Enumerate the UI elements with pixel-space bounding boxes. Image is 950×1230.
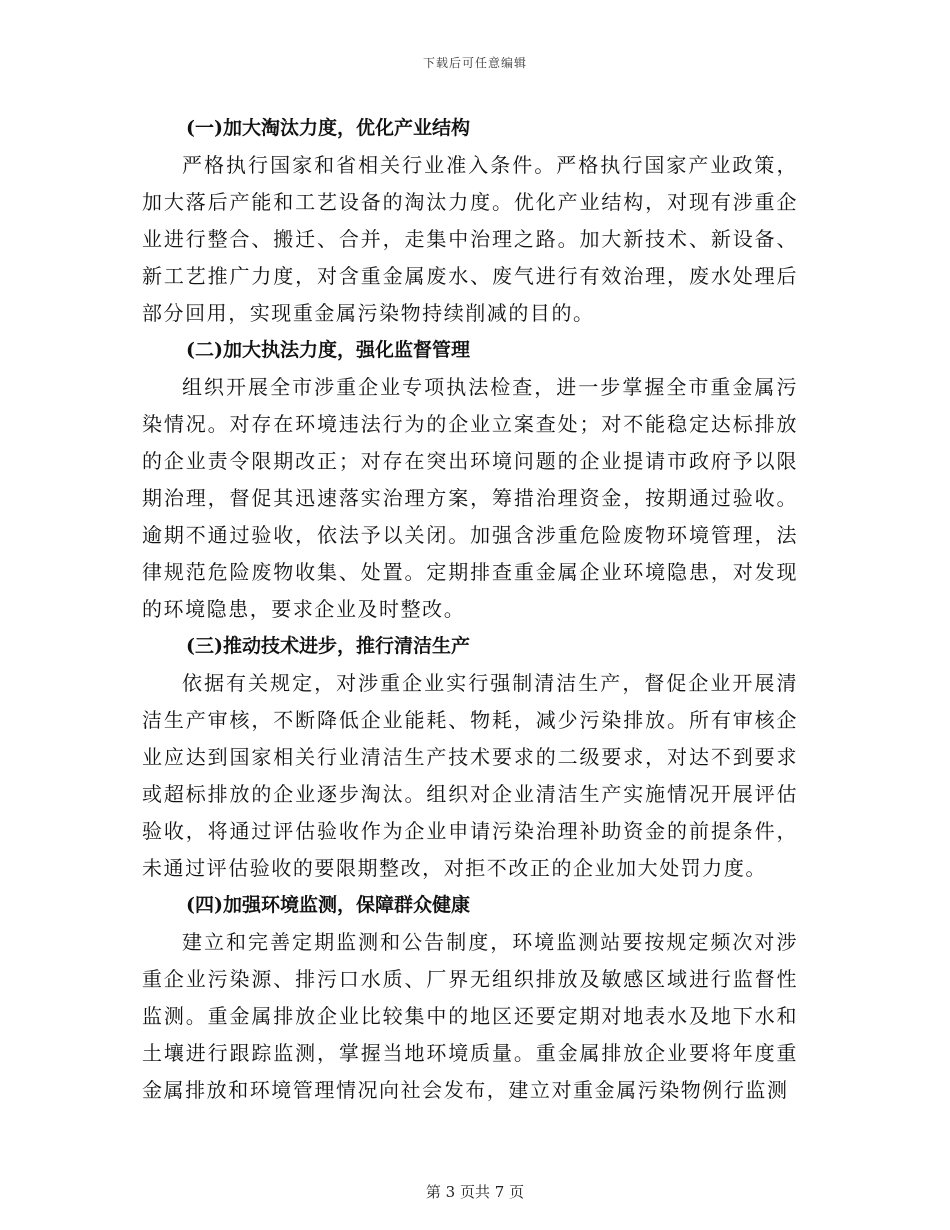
section-heading: (三)推动技术进步，推行清洁生产 [186,635,470,657]
section-heading: (四)加强环境监测，保障群众健康 [186,894,470,916]
section-paragraph: 严格执行国家和省相关行业准入条件。严格执行国家产业政策，加大落后产能和工艺设备的淘汰力度。优化产业结构，对现有涉重企业进行整合、搬迁、合并，走集中治理之路。加大新技术、新设备、新工艺推广力度，对含重金属废水、废气进行有效治理，废水处理后部分回用，实现重金属污染物持续削减的目的。 [142,153,798,325]
document-body [142,110,798,1109]
page-footer: 第 3 页共 7 页 [425,1183,525,1201]
section-heading: (二)加大执法力度，强化监督管理 [186,339,470,361]
section-heading: (一)加大淘汰力度，优化产业结构 [186,117,470,139]
section-4 [142,887,798,1109]
page-header: 下载后可任意编辑 [422,56,527,70]
section-paragraph: 依据有关规定，对涉重企业实行强制清洁生产，督促企业开展清洁生产审核，不断降低企业能耗、物耗，减少污染排放。所有审核企业应达到国家相关行业清洁生产技术要求的二级要求，对达不到要求或超标排放的企业逐步淘汰。组织对企业清洁生产实施情况开展评估验收，将通过评估验收作为企业申请污染治理补助资金的前提条件，未通过评估验收的要限期整改，对拒不改正的企业加大处罚力度。 [142,671,798,880]
section-paragraph: 建立和完善定期监测和公告制度，环境监测站要按规定频次对涉重企业污染源、排污口水质、厂界无组织排放及敏感区域进行监督性监测。重金属排放企业比较集中的地区还要定期对地表水及地下水和土壤进行跟踪监测，掌握当地环境质量。重金属排放企业要将年度重金属排放和环境管理情况向社会发布，建立对重金属污染物例行监测 [142,930,798,1102]
section-1 [142,110,798,332]
section-2 [142,332,798,628]
section-paragraph: 组织开展全市涉重企业专项执法检查，进一步掌握全市重金属污染情况。对存在环境违法行为的企业立案查处；对不能稳定达标排放的企业责令限期改正；对存在突出环境问题的企业提请市政府予以限期治理，督促其迅速落实治理方案，筹措治理资金，按期通过验收。逾期不通过验收，依法予以关闭。加强含涉重危险废物环境管理，法律规范危险废物收集、处置。定期排查重金属企业环境隐患，对发现的环境隐患，要求企业及时整改。 [142,375,798,621]
section-3 [142,628,798,887]
